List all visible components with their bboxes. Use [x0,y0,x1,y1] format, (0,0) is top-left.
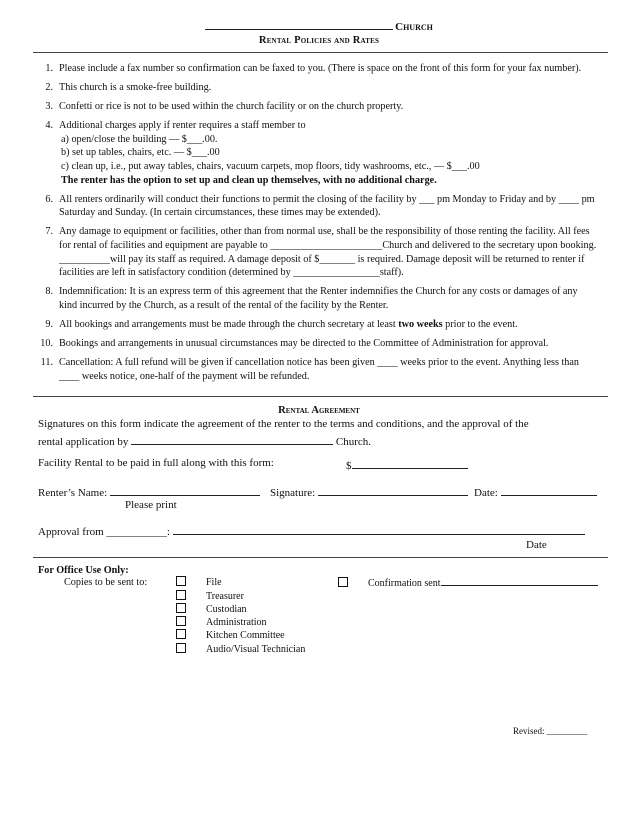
church-name-line [0,19,638,33]
checkbox-icon[interactable] [176,603,186,613]
policy-text: Indemnification: It is an express term of this agreement that the Renter indemnifies the Church for any costs or damages of any kind incurred by the Church, as a result of the rental of the facility by the Renter. [59,286,578,311]
copies-label: Copies to be sent to: [64,577,148,588]
policy-text: All bookings and arrangements must be made through the church secretary at least [59,319,399,330]
policy-item [37,356,597,383]
policy-number: 3. [45,101,53,113]
agreement-intro-text: rental application by [38,436,129,448]
checkbox-label: Treasurer [206,591,244,602]
checkbox-icon[interactable] [176,616,186,626]
facility-payment-field [346,457,468,472]
policy-text: Cancellation: A full refund will be given if cancellation notice has been given ____ weeks prior to the event. Anything less than ____ weeks notice, one-half of the payment will be refunded. [59,357,579,382]
policy-text: Confetti or rice is not to be used within the church facility or on the church property. [59,101,404,113]
checkbox-custodian[interactable] [176,603,247,615]
checkbox-label: Audio/Visual Technician [206,644,306,655]
date-row [474,484,597,499]
checkbox-kitchen-committee[interactable] [176,629,285,641]
policy-text-end: prior to the event. [442,319,518,330]
agreement-title: Rental Agreement [278,405,360,416]
approval-date-label: Date [526,539,547,551]
policy-item [37,285,597,312]
renter-name-label: Renter’s Name: [38,487,108,499]
policy-list [37,62,597,389]
page-title: Rental Policies and Rates [258,35,380,46]
checkbox-icon[interactable] [176,590,186,600]
checkbox-label: Kitchen Committee [206,630,285,641]
checkbox-treasurer[interactable] [176,590,244,602]
approval-label: Approval from ___________: [38,526,170,538]
date-blank[interactable] [501,484,597,496]
date-label: Date: [474,487,498,499]
agreement-intro: Signatures on this form indicate the agreement of the renter to the terms and conditions, and the approval of the [38,418,529,430]
policy-item [37,81,597,95]
confirmation-blank[interactable] [441,576,598,586]
staff-charge-cleanup: c) clean up, i.e., put away tables, chairs, vacuum carpets, mop floors, tidy washrooms, etc., — $___.00 [61,161,480,173]
revised-note: Revised: _________ [513,726,588,736]
checkbox-icon[interactable] [176,643,186,653]
header-divider [33,52,608,53]
dollar-sign: $ [346,460,352,472]
policy-item [37,337,597,351]
approval-blank[interactable] [173,523,585,535]
policy-number: 10. [40,338,53,350]
office-use-section [38,565,147,588]
policy-item [37,100,597,114]
policy-number: 1. [45,63,53,74]
office-divider [33,557,608,558]
signature-row [270,484,468,499]
policy-number: 9. [45,319,53,330]
policy-emphasis: two weeks [398,319,443,330]
policy-item [37,318,597,332]
office-use-title: For Office Use Only: [38,565,129,576]
policy-text: Please include a fax number so confirmation can be faxed to you. (There is space on the front of this form for your fax number). [59,63,582,74]
checkbox-label: Custodian [206,604,247,615]
facility-rental-label: Facility Rental to be paid in full along with this form: [38,457,274,469]
checkbox-icon[interactable] [338,577,348,587]
staff-charge-setup: b) set up tables, chairs, etc. — $___.00 [61,147,220,159]
approval-row [38,523,585,538]
rental-application-blank[interactable] [131,433,333,445]
checkbox-label: Administration [206,617,267,628]
self-setup-note: The renter has the option to set up and clean up themselves, with no additional charge. [61,174,437,186]
payment-amount-blank[interactable] [352,457,468,469]
policy-text: All renters ordinarily will conduct their functions to permit the closing of the facility by ___ pm Monday to Friday and by ____ pm Saturday and Sunday. (In certain circumstances, these times may be extended). [59,193,595,219]
checkbox-administration[interactable] [176,616,267,628]
policy-text: This church is a smoke-free building. [59,82,212,94]
policy-number: 7. [45,226,53,238]
signature-label: Signature: [270,487,316,499]
renter-name-blank[interactable] [110,484,260,496]
agreement-intro-end: Church. [335,436,372,448]
policy-number: 6. [45,193,53,205]
checkbox-confirmation-sent[interactable] [338,576,598,589]
policy-item [37,62,597,76]
policy-number: 2. [45,82,53,94]
checkbox-file[interactable] [176,576,222,588]
policy-number: 8. [45,286,53,298]
policy-text: Additional charges apply if renter requires a staff member to [59,120,306,132]
church-name-blank[interactable] [205,19,393,30]
checkbox-icon[interactable] [176,576,186,586]
signature-blank[interactable] [318,484,468,496]
policy-number: 11. [40,357,53,369]
confirmation-label: Confirmation sent [368,578,441,589]
agreement-divider [33,396,608,397]
agreement-intro-line2 [38,433,371,448]
policy-item [37,225,597,279]
staff-charge-open-close: a) open/close the building — $___.00. [61,133,218,145]
please-print-note: Please print [125,499,177,511]
policy-item [37,119,597,187]
church-label: Church [395,21,433,33]
policy-item [37,193,597,220]
checkbox-label: File [206,577,222,588]
renter-name-row [38,484,260,499]
policy-text: Bookings and arrangements in unusual circumstances may be directed to the Committee of Administration for approval. [59,338,549,350]
policy-number: 4. [45,120,53,132]
policy-text: Any damage to equipment or facilities, other than from normal use, shall be the responsibility of those renting the facility. All fees for rental of facilities and equipment are payable to ______________________Church and delivered to the secretary upon booking. __________will pay its staff as required. A damage deposit of $_______ is required. Damage deposit will be returned to renter if facilities are left in satisfactory condition (determined by _________________staff). [59,226,597,279]
checkbox-icon[interactable] [176,629,186,639]
checkbox-av-technician[interactable] [176,643,305,655]
